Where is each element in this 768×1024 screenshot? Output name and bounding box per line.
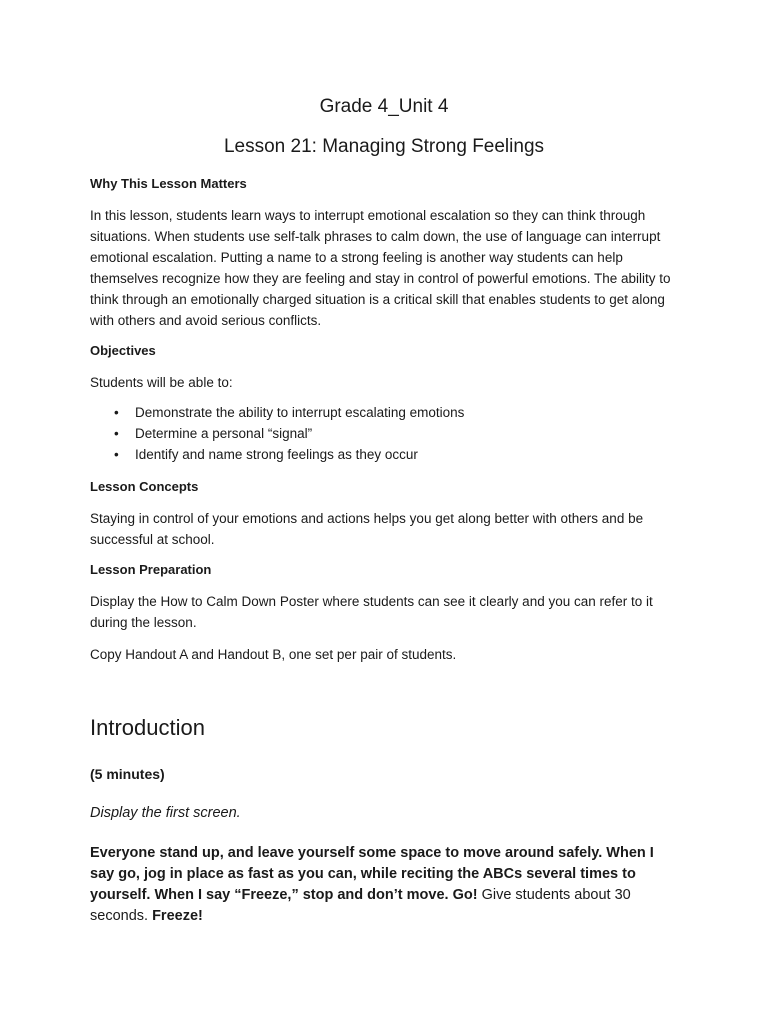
bullet-icon: • (114, 447, 119, 462)
preparation-paragraph-2: Copy Handout A and Handout B, one set per pair of students. (90, 647, 457, 662)
list-item: • Identify and name strong feelings as they occur (90, 444, 464, 465)
list-item: • Determine a personal “signal” (90, 423, 464, 444)
script-plain: Give students about 30 seconds. (90, 887, 631, 924)
preparation-paragraph-1: Display the How to Calm Down Poster where students can see it clearly and you can refer to it during the lesson. (90, 594, 653, 630)
grade-unit-title: Grade 4_Unit 4 (319, 96, 449, 117)
script-bold: Everyone stand up, and leave yourself some space to move around safely. When I say go, jog in place as fast as you can, while reciting the ABCs several times to yourself. When I say “Freeze,” stop and don’t move. Go! (90, 845, 654, 903)
why-paragraph: In this lesson, students learn ways to interrupt emotional escalation so they can think through situations. When students use self-talk phrases to calm down, the use of language can interrupt emotional escalation. Putting a name to a strong feeling is another way students can help themselves recognize how they are feeling and stay in control of powerful emotions. The ability to think through an emotionally charged situation is a critical skill that enables students to get along with others and avoid serious conflicts. (90, 208, 671, 328)
introduction-heading: Introduction (90, 715, 205, 740)
bullet-icon: • (114, 426, 119, 441)
objectives-intro: Students will be able to: (90, 375, 233, 390)
display-instruction: Display the first screen. (90, 805, 241, 821)
bullet-icon: • (114, 405, 119, 420)
concepts-label: Lesson Concepts (90, 479, 199, 494)
preparation-label: Lesson Preparation (90, 562, 212, 577)
introduction-minutes: (5 minutes) (90, 766, 165, 782)
lesson-title: Lesson 21: Managing Strong Feelings (223, 136, 545, 157)
objectives-list (90, 402, 464, 465)
concepts-paragraph: Staying in control of your emotions and actions helps you get along better with others and be successful at school. (90, 511, 644, 547)
teacher-script (90, 843, 670, 927)
script-freeze: Freeze! (152, 908, 203, 924)
list-item: • Demonstrate the ability to interrupt escalating emotions (90, 402, 464, 423)
why-label: Why This Lesson Matters (90, 176, 247, 191)
objectives-label: Objectives (90, 343, 156, 358)
